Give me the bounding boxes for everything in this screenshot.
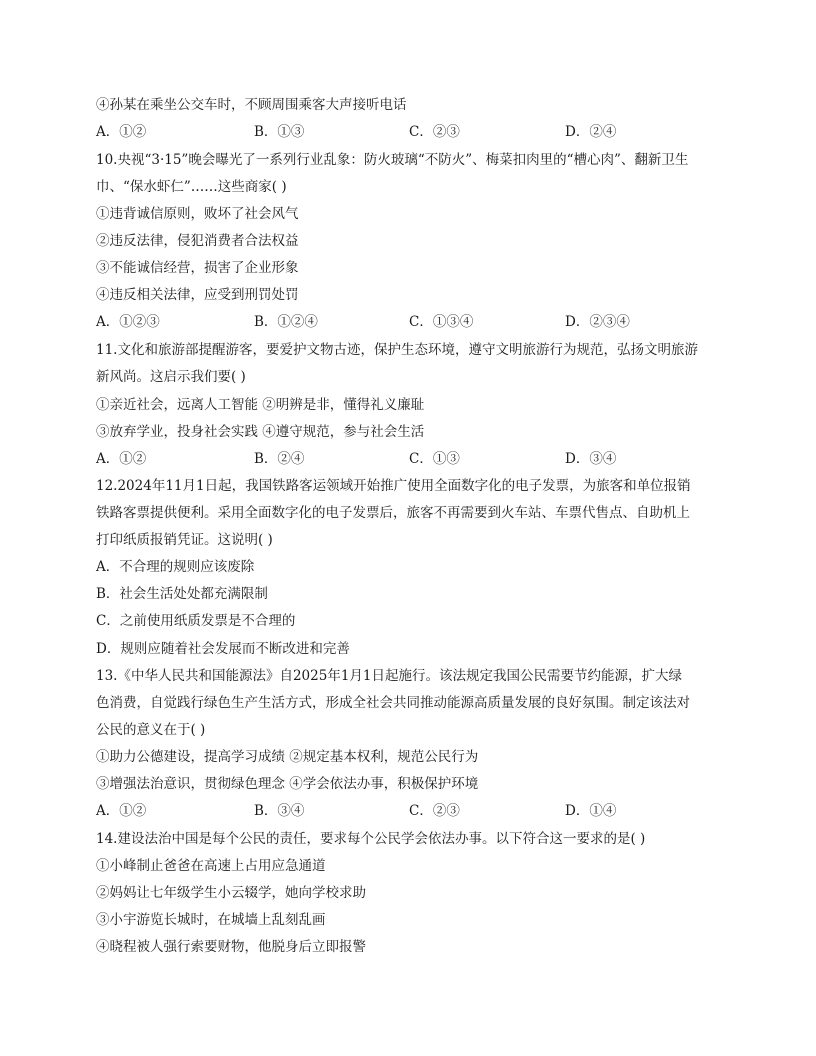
- q13-stem-line-3: 公民的意义在于( ): [96, 722, 206, 738]
- q13-option-a[interactable]: A．①②: [96, 803, 147, 819]
- q13-option-d[interactable]: D．①④: [565, 803, 617, 819]
- q14-stem-line-1: 14.建设法治中国是每个公民的责任，要求每个公民学会依法办事。以下符合这一要求的是( ): [96, 831, 646, 847]
- q12-stem-line-2: 铁路客票提供便利。采用全面数字化的电子发票后，旅客不再需要到火车站、车票代售点、自助机上: [96, 505, 690, 521]
- q11-option-a[interactable]: A．①②: [96, 451, 147, 467]
- q10-item-4: ④违反相关法律，应受到刑罚处罚: [96, 287, 299, 303]
- q10-stem-line-2: 巾、“保水虾仁”……这些商家( ): [96, 179, 287, 195]
- q13-items-line-1: ①助力公德建设，提高学习成绩 ②规定基本权利，规范公民行为: [96, 749, 479, 765]
- q9-option-a[interactable]: A．①②: [96, 124, 147, 140]
- q11-stem-line-1: 11.文化和旅游部提醒游客，要爱护文物古迹，保护生态环境，遵守文明旅游行为规范，弘扬文明旅游: [96, 342, 698, 358]
- q13-stem-line-2: 色消费，自觉践行绿色生产生活方式，形成全社会共同推动能源高质量发展的良好氛围。制定该法对: [96, 695, 690, 711]
- q10-item-2: ②违反法律，侵犯消费者合法权益: [96, 233, 299, 249]
- q10-item-3: ③不能诚信经营，损害了企业形象: [96, 260, 299, 276]
- q11-option-b[interactable]: B．②④: [254, 451, 305, 467]
- q12-choice-b[interactable]: B．社会生活处处都充满限制: [96, 586, 268, 602]
- q14-item-4: ④晓程被人强行索要财物，他脱身后立即报警: [96, 939, 366, 955]
- q9-option-d[interactable]: D．②④: [565, 124, 617, 140]
- q12-stem-line-1: 12.2024年11月1日起，我国铁路客运领域开始推广使用全面数字化的电子发票，为旅客和单位报销: [96, 478, 691, 494]
- q14-item-2: ②妈妈让七年级学生小云辍学，她向学校求助: [96, 885, 366, 901]
- q9-option-b[interactable]: B．①③: [254, 124, 305, 140]
- q10-option-b[interactable]: B．①②④: [254, 314, 318, 330]
- q12-choice-c[interactable]: C．之前使用纸质发票是不合理的: [96, 613, 296, 629]
- q11-stem-line-2: 新风尚。这启示我们要( ): [96, 369, 246, 385]
- q11-items-line-2: ③放弃学业，投身社会实践 ④遵守规范，参与社会生活: [96, 424, 425, 440]
- q9-option-c[interactable]: C．②③: [409, 124, 460, 140]
- q14-item-3: ③小宇游览长城时，在城墙上乱刻乱画: [96, 912, 326, 928]
- q9-item-4: ④孙某在乘坐公交车时，不顾周围乘客大声接听电话: [96, 97, 407, 113]
- q14-item-1: ①小峰制止爸爸在高速上占用应急通道: [96, 858, 326, 874]
- q10-option-a[interactable]: A．①②③: [96, 314, 160, 330]
- q11-items-line-1: ①亲近社会，远离人工智能 ②明辨是非，懂得礼义廉耻: [96, 397, 425, 413]
- q13-option-c[interactable]: C．②③: [409, 803, 460, 819]
- q12-stem-line-3: 打印纸质报销凭证。这说明( ): [96, 532, 273, 548]
- q10-stem-line-1: 10.央视“3·15”晚会曝光了一系列行业乱象：防火玻璃“不防火”、梅菜扣肉里的“槽心肉”、翻新卫生: [96, 152, 689, 168]
- q13-items-line-2: ③增强法治意识，贯彻绿色理念 ④学会依法办事，积极保护环境: [96, 776, 479, 792]
- q13-option-b[interactable]: B．③④: [254, 803, 305, 819]
- q11-option-d[interactable]: D．③④: [565, 451, 617, 467]
- q11-option-c[interactable]: C．①③: [409, 451, 460, 467]
- q10-item-1: ①违背诚信原则，败坏了社会风气: [96, 206, 299, 222]
- q12-choice-d[interactable]: D．规则应随着社会发展而不断改进和完善: [96, 641, 350, 657]
- q12-choice-a[interactable]: A．不合理的规则应该废除: [96, 559, 255, 575]
- q13-stem-line-1: 13.《中华人民共和国能源法》自2025年1月1日起施行。该法规定我国公民需要节约能源，扩大绿: [96, 668, 683, 684]
- q10-option-c[interactable]: C．①③④: [409, 314, 474, 330]
- q10-option-d[interactable]: D．②③④: [565, 314, 630, 330]
